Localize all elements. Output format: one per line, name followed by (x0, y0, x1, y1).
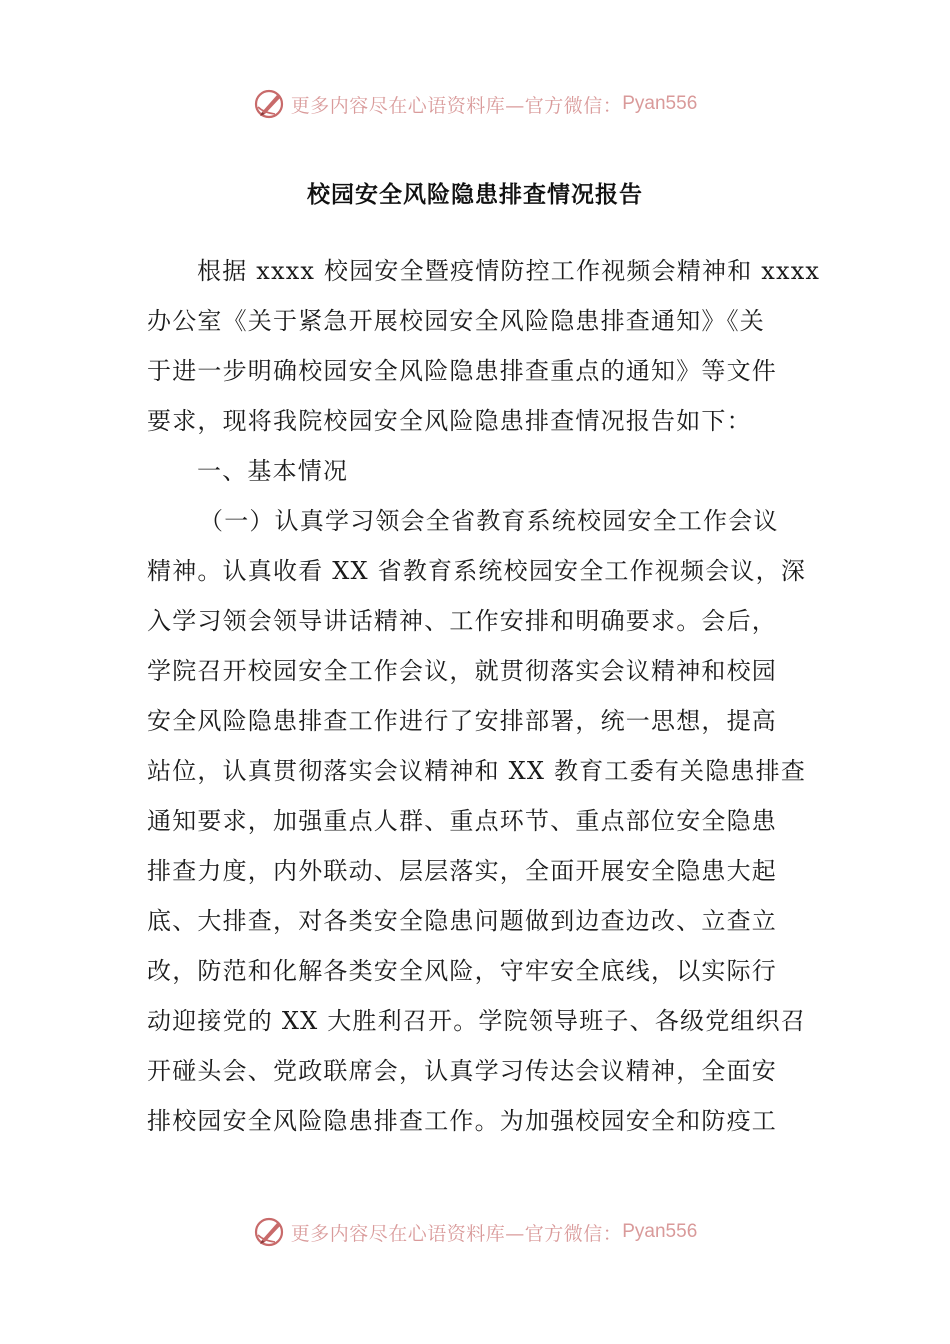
paragraph-line: 开碰头会、党政联席会，认真学习传达会议精神，全面安 (147, 1057, 777, 1085)
paragraph-line: 排校园安全风险隐患排查工作。为加强校园安全和防疫工 (147, 1107, 777, 1135)
paragraph-line: 排查力度，内外联动、层层落实，全面开展安全隐患大起 (147, 857, 777, 885)
paragraph-line: 于进一步明确校园安全风险隐患排查重点的通知》等文件 (147, 357, 777, 385)
pen-logo-icon (253, 1215, 287, 1249)
paragraph-line: 入学习领会领导讲话精神、工作安排和明确要求。会后， (147, 607, 777, 635)
paragraph-line: 通知要求，加强重点人群、重点环节、重点部位安全隐患 (147, 807, 777, 835)
watermark-handle: Pyan556 (622, 93, 698, 114)
paragraph-line: 底、大排查，对各类安全隐患问题做到边查边改、立查立 (147, 907, 777, 935)
watermark-text: 更多内容尽在心语资料库—官方微信： (290, 1222, 623, 1245)
paragraph-line: 改，防范和化解各类安全风险，守牢安全底线，以实际行 (147, 957, 777, 985)
paragraph-line: 学院召开校园安全工作会议，就贯彻落实会议精神和校园 (147, 657, 777, 685)
section-heading: 一、基本情况 (197, 457, 349, 485)
footer-watermark (0, 1212, 950, 1252)
watermark-text: 更多内容尽在心语资料库—官方微信： (290, 94, 623, 117)
paragraph-line: 精神。认真收看 XX 省教育系统校园安全工作视频会议，深 (147, 557, 807, 585)
paragraph-line: 要求，现将我院校园安全风险隐患排查情况报告如下： (147, 407, 752, 435)
paragraph-line: 办公室《关于紧急开展校园安全风险隐患排查通知》《关 (147, 307, 765, 335)
header-watermark (0, 84, 950, 124)
paragraph-line: 动迎接党的 XX 大胜利召开。学院领导班子、各级党组织召 (147, 1007, 807, 1035)
watermark-handle: Pyan556 (622, 1221, 698, 1242)
subsection-heading: （一）认真学习领会全省教育系统校园安全工作会议 (199, 507, 779, 535)
paragraph-line: 安全风险隐患排查工作进行了安排部署，统一思想，提高 (147, 707, 777, 735)
document-title: 校园安全风险隐患排查情况报告 (307, 182, 643, 208)
paragraph-line: 根据 xxxx 校园安全暨疫情防控工作视频会精神和 xxxx (197, 257, 821, 285)
pen-logo-icon (253, 87, 287, 121)
paragraph-line: 站位，认真贯彻落实会议精神和 XX 教育工委有关隐患排查 (147, 757, 807, 785)
document-body (147, 246, 821, 1146)
